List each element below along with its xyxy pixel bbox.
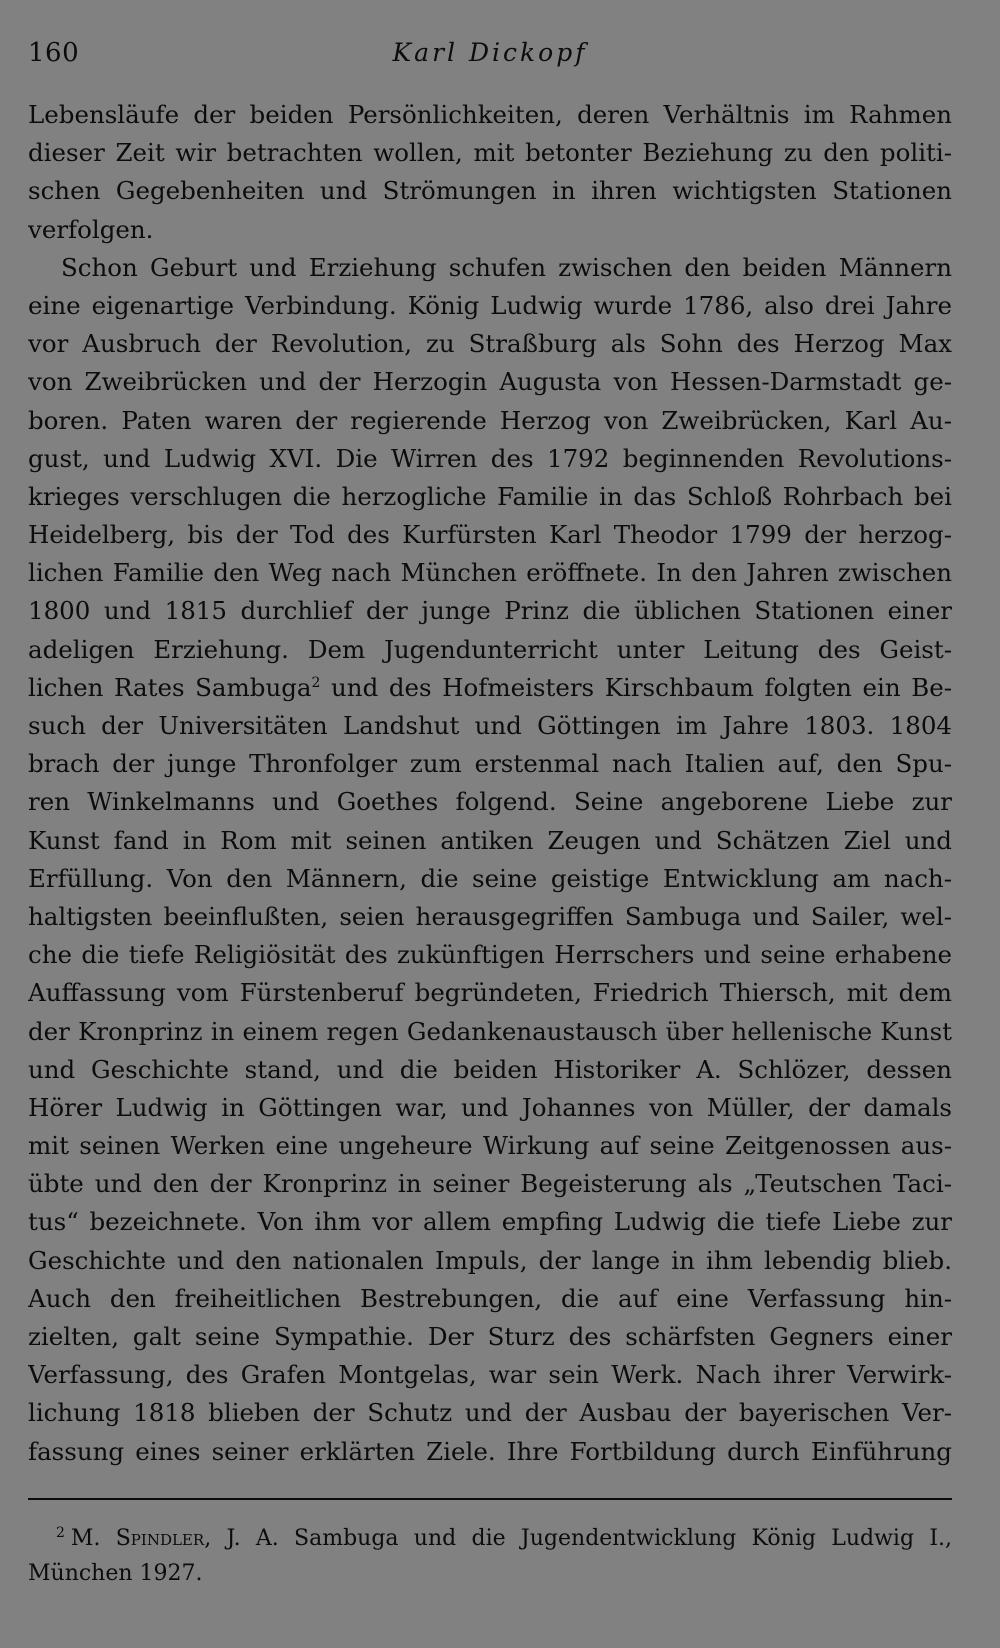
text-line: verfolgen.	[28, 214, 154, 244]
text-line-with-footnote-ref	[28, 669, 952, 707]
text-line: Verfassung, des Grafen Montgelas, war sein Werk. Nach ihrer Verwirk-	[28, 1360, 952, 1390]
text-line: schen Gegebenheiten und Strömungen in ihren wichtigsten Stationen	[28, 176, 952, 206]
text-line: Auffassung vom Fürstenberuf begründeten, Friedrich Thiersch, mit dem	[28, 978, 952, 1008]
text-line: haltigsten beeinflußten, seien herausgegriffen Sambuga und Sailer, wel-	[28, 901, 952, 931]
text-line: übte und den der Kronprinz in seiner Begeisterung als „Teutschen Taci-	[28, 1169, 952, 1199]
text-line: lichung 1818 blieben der Schutz und der Ausbau der bayerischen Ver-	[28, 1398, 952, 1428]
text-line: von Zweibrücken und der Herzogin Augusta von Hessen-Darmstadt ge-	[28, 367, 952, 397]
body-text	[28, 96, 952, 1471]
text-line: such der Universitäten Landshut und Göttingen im Jahre 1803. 1804	[28, 711, 952, 740]
footnote-line	[28, 1521, 952, 1556]
footnote-marker: 2	[56, 1524, 65, 1541]
text-line: brach der junge Thronfolger zum erstenmal nach Italien auf, den Spu-	[28, 749, 952, 779]
text-line: und Geschichte stand, und die beiden Historiker A. Schlözer, dessen	[28, 1054, 952, 1084]
running-head: Karl Dickopf	[392, 38, 588, 67]
footnote-text: , J. A. Sambuga und die Jugendentwicklung König Ludwig I.,	[204, 1526, 952, 1551]
text-line: Geschichte und den nationalen Impuls, der lange in ihm lebendig blieb.	[28, 1245, 952, 1275]
text-line: lichen Familie den Weg nach München eröffnete. In den Jahren zwischen	[28, 558, 952, 588]
footnote-line: München 1927.	[28, 1561, 203, 1586]
text-line: fassung eines seiner erklärten Ziele. Ihre Fortbildung durch Einführung	[28, 1436, 952, 1466]
text-segment: lichen Rates Sambuga	[28, 672, 312, 702]
footnote-reference[interactable]: 2	[311, 674, 321, 691]
footnote-author: Spindler	[115, 1526, 205, 1551]
text-line: che die tiefe Religiösität des zukünftigen Herrschers und seine erhabene	[28, 940, 952, 970]
text-line: dieser Zeit wir betrachten wollen, mit betonter Beziehung zu den politi-	[28, 138, 952, 168]
text-line: Heidelberg, bis der Tod des Kurfürsten Karl Theodor 1799 der herzog-	[28, 520, 952, 550]
text-line: adeligen Erziehung. Dem Jugendunterricht unter Leitung des Geist-	[28, 634, 952, 664]
footnote	[28, 1521, 952, 1591]
text-line: zielten, galt seine Sympathie. Der Sturz des schärfsten Gegners einer	[28, 1322, 952, 1351]
text-segment: und des Hofmeisters Kirschbaum folgten ein Be-	[331, 672, 952, 702]
text-line: Kunst fand in Rom mit seinen antiken Zeugen und Schätzen Ziel und	[28, 825, 952, 855]
page-number: 160	[28, 38, 80, 68]
footnote-text: M.	[70, 1526, 116, 1551]
text-line: boren. Paten waren der regierende Herzog von Zweibrücken, Karl Au-	[28, 405, 952, 435]
text-line: eine eigenartige Verbindung. König Ludwig wurde 1786, also drei Jahre	[28, 290, 952, 320]
text-line: vor Ausbruch der Revolution, zu Straßburg als Sohn des Herzog Max	[28, 329, 952, 359]
text-line: mit seinen Werken eine ungeheure Wirkung auf seine Zeitgenossen aus-	[28, 1131, 952, 1161]
text-line: Auch den freiheitlichen Bestrebungen, die auf eine Verfassung hin-	[28, 1283, 952, 1313]
footnote-divider	[28, 1498, 952, 1500]
page-header	[28, 36, 952, 76]
text-line: 1800 und 1815 durchlief der junge Prinz die üblichen Stationen einer	[28, 596, 952, 626]
text-line: Schon Geburt und Erziehung schufen zwischen den beiden Männern	[61, 252, 952, 282]
text-line: Lebensläufe der beiden Persönlichkeiten, deren Verhältnis im Rahmen	[28, 100, 952, 129]
text-line: ren Winkelmanns und Goethes folgend. Seine angeborene Liebe zur	[28, 787, 952, 817]
text-line: gust, und Ludwig XVI. Die Wirren des 1792 beginnenden Revolutions-	[28, 443, 952, 473]
text-line: Hörer Ludwig in Göttingen war, und Johannes von Müller, der damals	[28, 1092, 952, 1122]
text-line: der Kronprinz in einem regen Gedankenaustausch über hellenische Kunst	[28, 1016, 952, 1046]
text-line: Erfüllung. Von den Männern, die seine geistige Entwicklung am nach-	[28, 863, 952, 893]
text-line: tus“ bezeichnete. Von ihm vor allem empfing Ludwig die tiefe Liebe zur	[28, 1207, 952, 1237]
text-line: krieges verschlugen die herzogliche Familie in das Schloß Rohrbach bei	[28, 481, 952, 511]
